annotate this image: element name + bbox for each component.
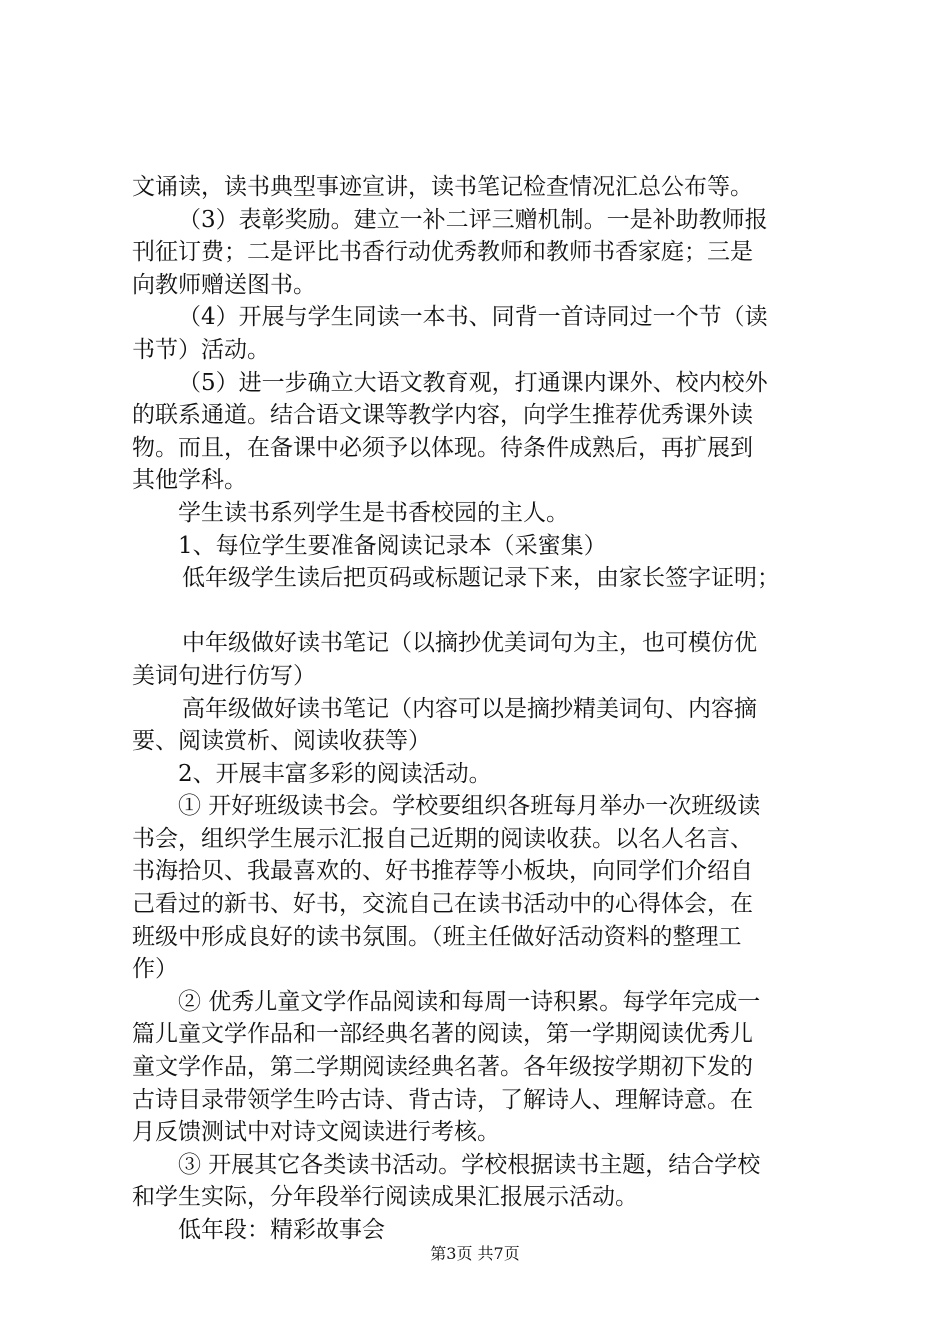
paragraph (132, 530, 832, 563)
text-line: 书海拾贝、我最喜欢的、好书推荐等小板块，向同学们介绍自 (132, 858, 753, 885)
text-line: 美词句进行仿写） (132, 662, 316, 689)
text-line: 刊征订费；二是评比书香行动优秀教师和教师书香家庭；三是 (132, 239, 753, 266)
paragraph (132, 1149, 832, 1214)
text-line: 1、每位学生要准备阅读记录本（采蜜集） (178, 532, 607, 559)
text-line: （3）表彰奖励。建立一补二评三赠机制。一是补助教师报 (178, 206, 768, 233)
paragraph (132, 367, 832, 497)
text-line: 月反馈测试中对诗文阅读进行考核。 (132, 1119, 500, 1146)
paragraph (132, 758, 832, 791)
text-line: 向教师赠送图书。 (132, 271, 316, 298)
paragraph-gap (132, 595, 832, 628)
page-footer (0, 1244, 950, 1264)
text-line: 低年段：精彩故事会 (178, 1217, 385, 1243)
paragraph (132, 171, 832, 204)
text-line: 其他学科。 (132, 467, 247, 494)
text-line: 书节）活动。 (132, 336, 270, 363)
text-line: 书会，组织学生展示汇报自己近期的阅读收获。以名人名言、 (132, 825, 753, 852)
text-line: （5）进一步确立大语文教育观，打通课内课外、校内校外 (178, 369, 768, 396)
text-line: 学生读书系列学生是书香校园的主人。 (178, 499, 569, 526)
text-line: 己看过的新书、好书，交流自己在读书活动中的心得体会，在 (132, 891, 753, 918)
paragraph (132, 1214, 832, 1247)
paragraph (132, 562, 832, 595)
text-line: 中年级做好读书笔记（以摘抄优美词句为主，也可模仿优 (182, 630, 757, 657)
text-line: 2、开展丰富多彩的阅读活动。 (178, 760, 492, 787)
text-line: 作） (132, 956, 178, 983)
paragraph (132, 301, 832, 366)
text-line: 高年级做好读书笔记（内容可以是摘抄精美词句、内容摘 (182, 695, 757, 722)
text-line: 班级中形成良好的读书氛围。（班主任做好活动资料的整理工 (132, 923, 742, 950)
text-line: ② 优秀儿童文学作品阅读和每周一诗积累。每学年完成一 (178, 988, 761, 1015)
text-line: ③ 开展其它各类读书活动。学校根据读书主题，结合学校 (178, 1151, 761, 1178)
text-line: 童文学作品，第二学期阅读经典名著。各年级按学期初下发的 (132, 1054, 753, 1081)
text-line: ① 开好班级读书会。学校要组织各班每月举办一次班级读 (178, 793, 761, 820)
text-line: 古诗目录带领学生吟古诗、背古诗，了解诗人、理解诗意。在 (132, 1086, 753, 1113)
paragraph (132, 627, 832, 692)
text-line: 低年级学生读后把页码或标题记录下来，由家长签字证明； (182, 565, 780, 592)
paragraph (132, 204, 832, 302)
text-line: 篇儿童文学作品和一部经典名著的阅读，第一学期阅读优秀儿 (132, 1021, 753, 1048)
paragraph (132, 497, 832, 530)
text-line: 要、阅读赏析、阅读收获等） (132, 728, 431, 755)
paragraph (132, 693, 832, 758)
paragraph (132, 790, 832, 986)
page-number: 第3页 共7页 (430, 1244, 520, 1263)
text-line: 的联系通道。结合语文课等教学内容，向学生推荐优秀课外读 (132, 402, 753, 429)
text-line: 物。而且，在备课中必须予以体现。待条件成熟后，再扩展到 (132, 434, 753, 461)
text-line: 文诵读，读书典型事迹宣讲，读书笔记检查情况汇总公布等。 (132, 174, 753, 200)
document-body (132, 171, 832, 1247)
paragraph (132, 986, 832, 1149)
text-line: （4）开展与学生同读一本书、同背一首诗同过一个节（读 (178, 304, 768, 331)
text-line: 和学生实际，分年段举行阅读成果汇报展示活动。 (132, 1184, 638, 1211)
